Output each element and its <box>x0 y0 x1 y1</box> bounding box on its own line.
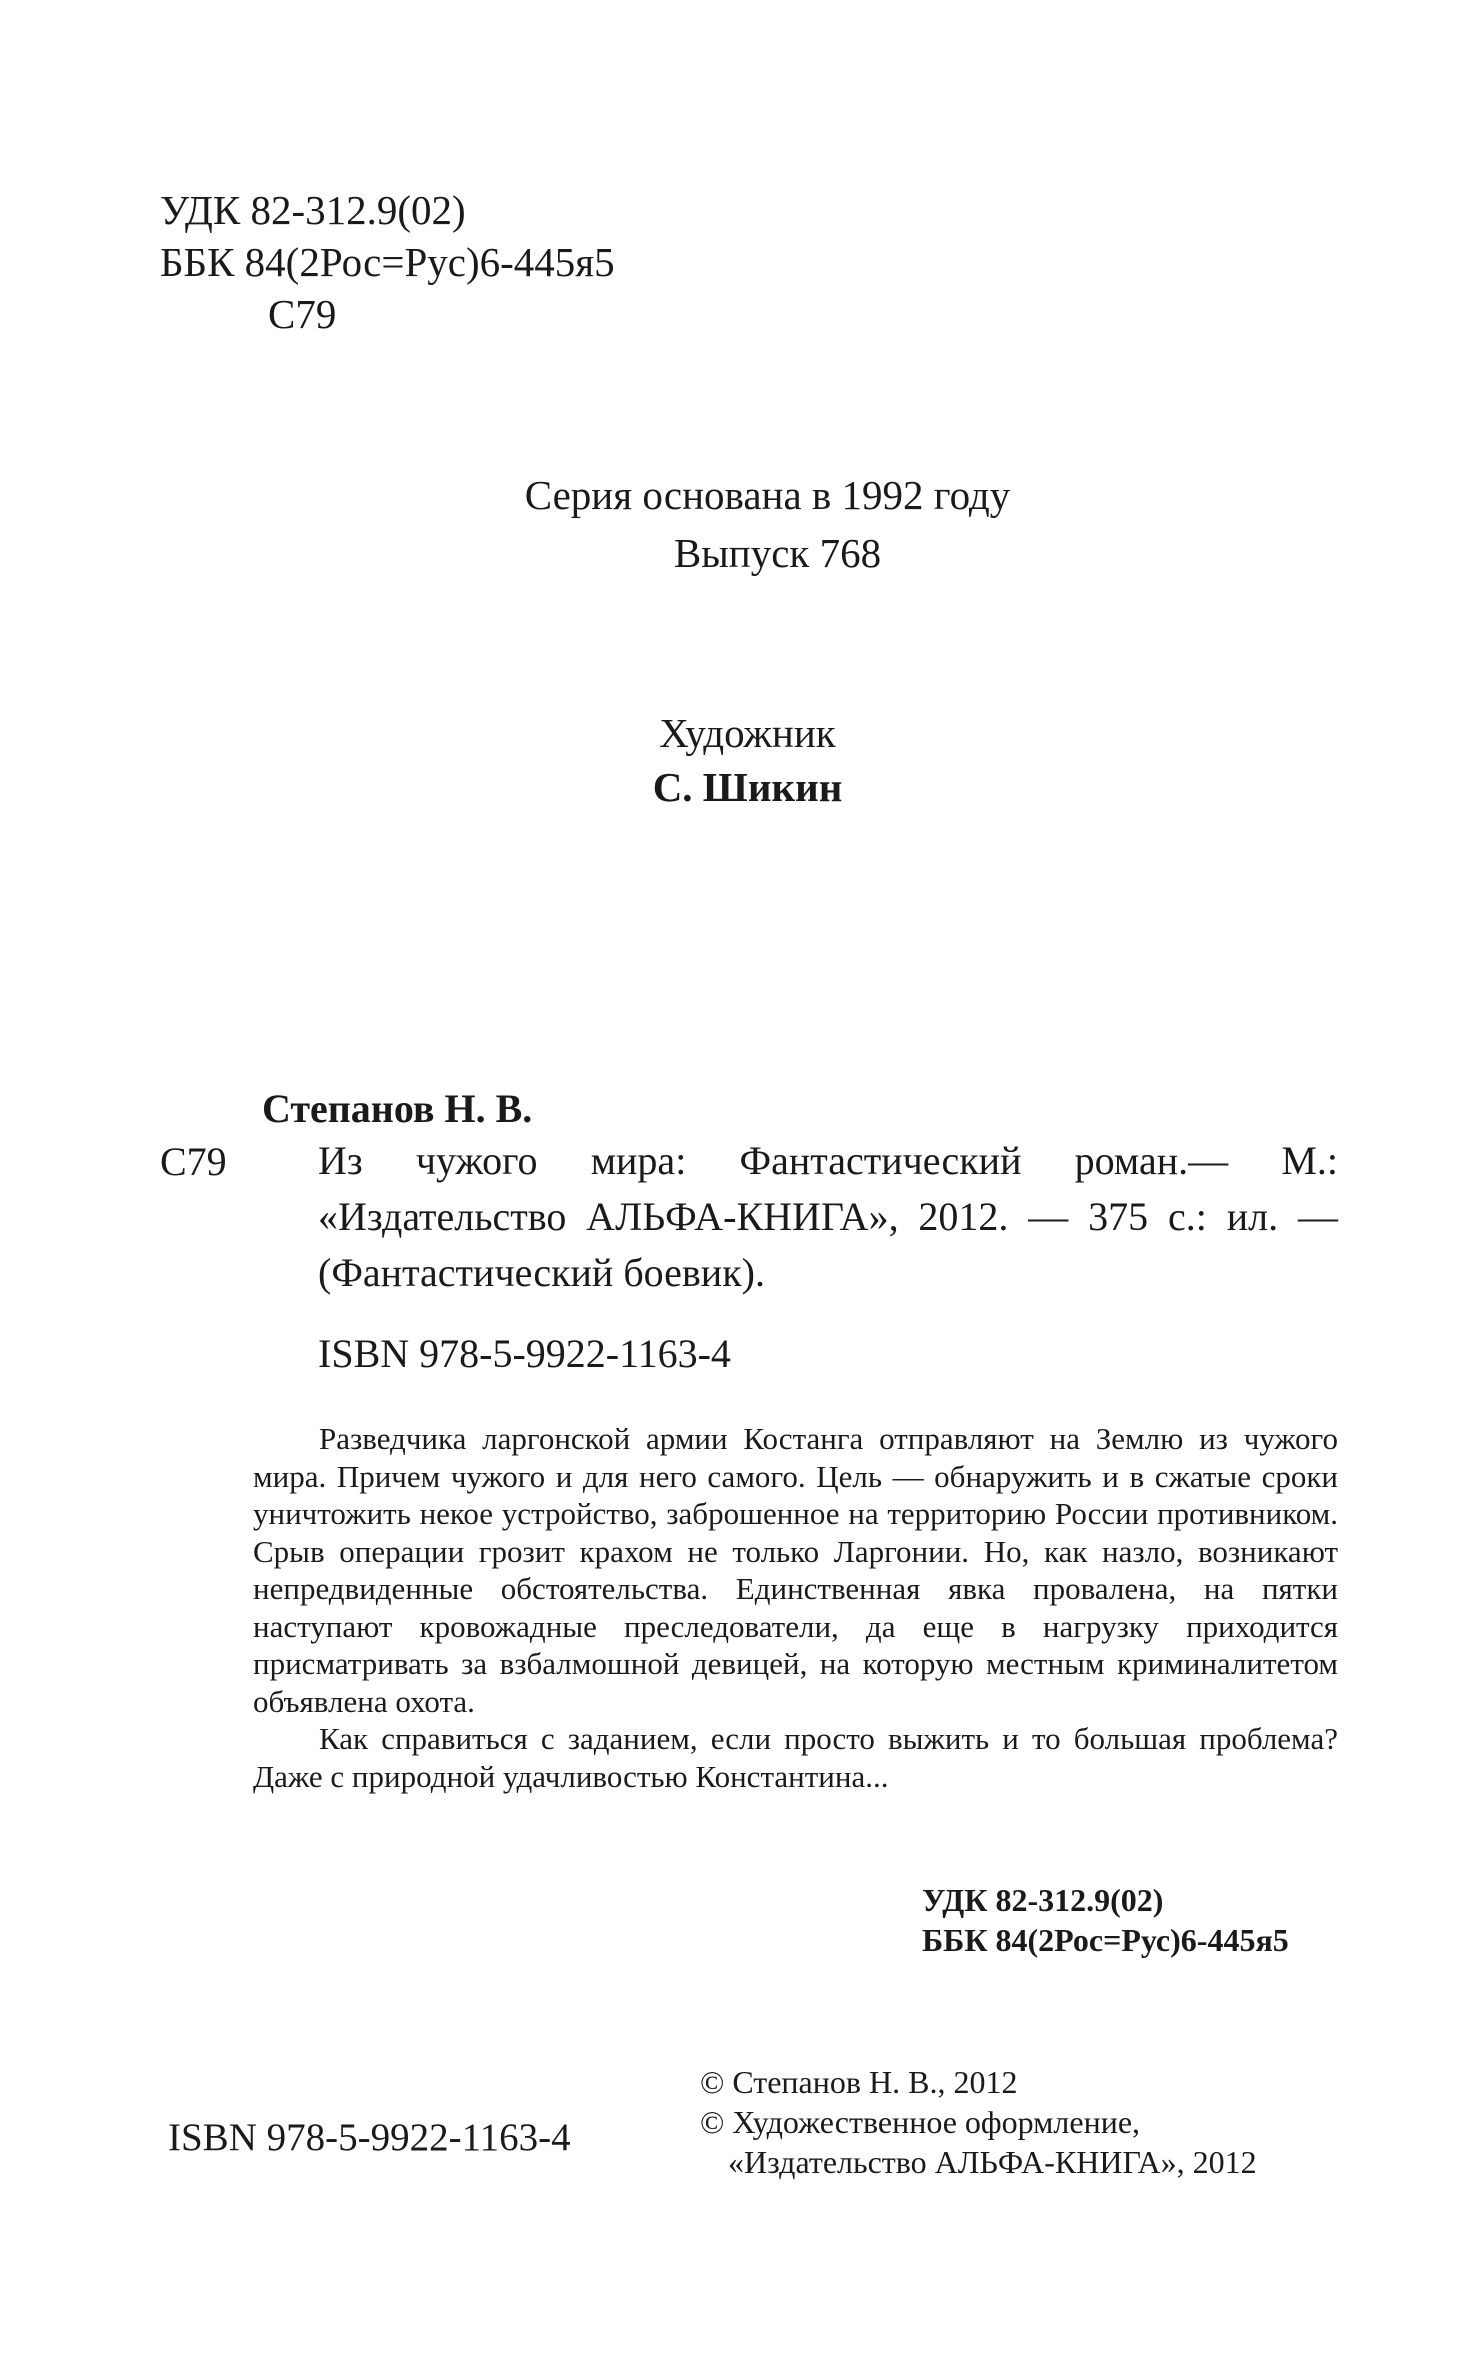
annotation-paragraph: Как справиться с заданием, если просто выжить и то большая проблема? Даже с природной удачливостью Константина... <box>253 1721 1338 1794</box>
author-mark: С79 <box>268 291 337 337</box>
header-classification-codes <box>160 184 615 340</box>
bibliographic-description <box>318 1133 1338 1301</box>
isbn-bottom: ISBN 978-5-9922-1163-4 <box>168 2116 571 2159</box>
annotation-paragraph: Разведчика ларгонской армии Костанга отправляют на Землю из чужого мира. Причем чужого и для него самого. Цель — обнаружить и в сжатые сроки уничтожить некое устройство, заброшенное на территорию России противником. Срыв операции грозит крахом не только Ларгонии. Но, как назло, возникают непредвиденные обстоятельства. Единственная явка провалена, на пятки наступают кровожадные преследователи, да еще в нагрузку приходится присматривать за взбалмошной девицей, на которую местным криминалитетом объявлена охота. <box>253 1421 1338 1719</box>
catalog-isbn: ISBN 978-5-9922-1163-4 <box>318 1331 731 1376</box>
series-info <box>0 466 1475 582</box>
catalog-code: С79 <box>160 1139 227 1184</box>
bbk-code: ББК 84(2Рос=Рус)6-445я5 <box>160 239 615 285</box>
bottom-udk-code: УДК 82-312.9(02) <box>922 1882 1164 1918</box>
copyright-block <box>700 2062 1257 2182</box>
copyright-design: © Художественное оформление, <box>700 2104 1141 2140</box>
bottom-bbk-code: ББК 84(2Рос=Рус)6-445я5 <box>922 1922 1289 1958</box>
udk-code: УДК 82-312.9(02) <box>160 187 466 233</box>
bibliographic-text: Из чужого мира: Фантастический роман.— М.: «Издательство АЛЬФА-КНИГА», 2012. — 375 с.: ил. — (Фантастический боевик). <box>318 1138 1338 1295</box>
artist-label: Художник <box>659 710 836 756</box>
copyright-publisher: «Издательство АЛЬФА-КНИГА», 2012 <box>728 2144 1257 2180</box>
artist-credit <box>0 706 1475 814</box>
annotation <box>253 1420 1338 1795</box>
catalog-author: Степанов Н. В. <box>262 1086 533 1131</box>
series-issue: Выпуск 768 <box>673 530 882 576</box>
bottom-classification-codes <box>922 1880 1289 1960</box>
artist-name: С. Шикин <box>652 764 843 810</box>
series-founded: Серия основана в 1992 году <box>524 472 1011 518</box>
copyright-author: © Степанов Н. В., 2012 <box>700 2064 1018 2100</box>
